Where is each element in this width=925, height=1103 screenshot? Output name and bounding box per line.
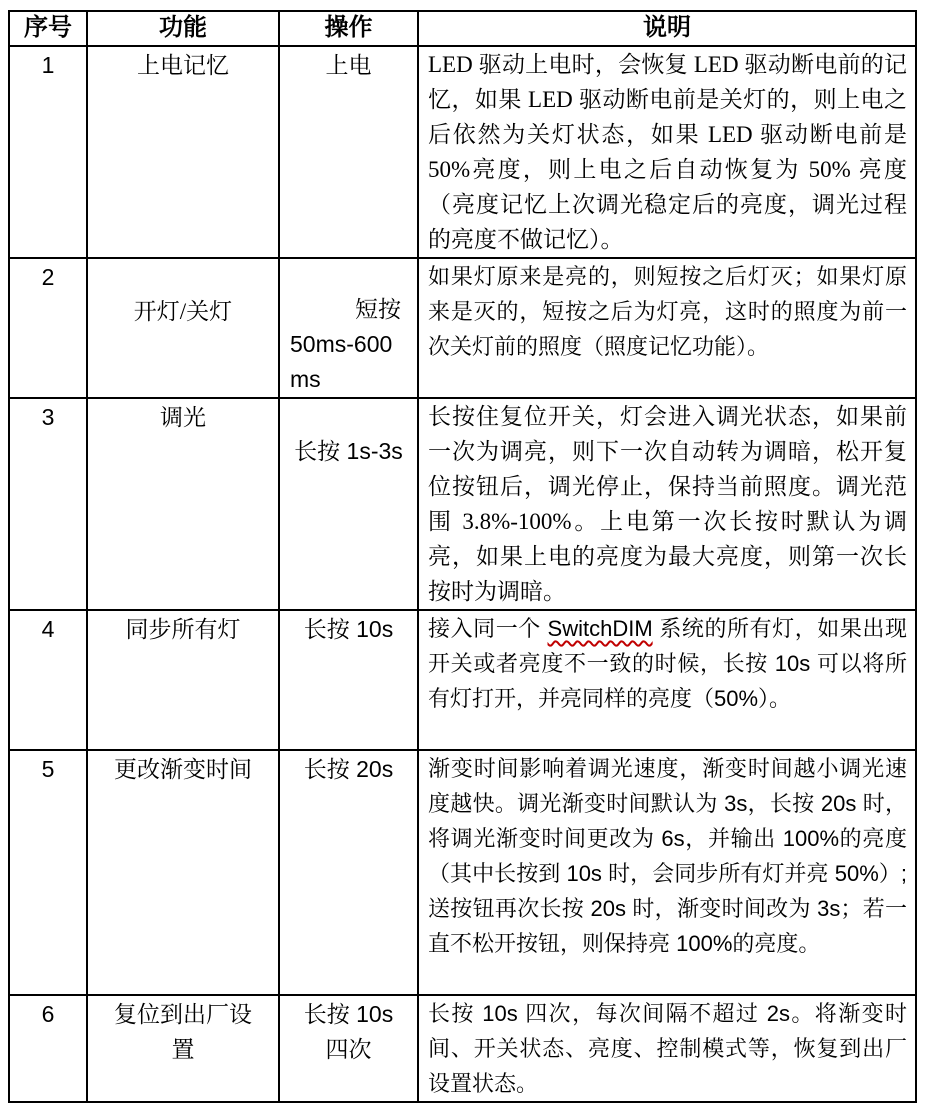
- table-row: [9, 46, 916, 258]
- description-text: 如果灯原来是亮的，则短按之后灯灭；如果灯原来是灭的，短按之后为灯亮，这时的照度为前一次关灯前的照度（照度记忆功能）。: [428, 264, 907, 359]
- column-header-operation: 操作: [279, 11, 418, 46]
- description-text: 系统的所有灯，如果出现开关或者亮度不一致的时候，长按 10s 可以将所有灯打开，并亮同样的亮度（50%）。: [428, 616, 907, 711]
- description-text: 长按 10s 四次，每次间隔不超过 2s。将渐变时间、开关状态、亮度、控制模式等，恢复到出厂设置状态。: [428, 1001, 907, 1096]
- description-text: 接入同一个: [428, 616, 548, 641]
- function-line: 同步所有灯: [125, 617, 241, 642]
- operation-cell: [279, 46, 418, 258]
- operation-cell: [279, 258, 418, 398]
- description-text: 渐变时间影响着调光速度，渐变时间越小调光速度越快。调光渐变时间默认为 3s，长按 20s 时，将调光渐变时间更改为 6s，并输出 100%的亮度（其中长按到 10s 时，会同步所有灯并亮 50%）;送按钮再次长按 20s 时，渐变时间改为 3s；若一直不松开按钮，则保持亮 100%的亮度。: [428, 756, 907, 956]
- description-text: 长按住复位开关，灯会进入调光状态，如果前一次为调亮，则下一次自动转为调暗，松开复位按钮后，调光停止，保持当前照度。调光范围 3.8%-100%。上电第一次长按时默认为调亮，如果上电的亮度为最大亮度，则第一次长按时为调暗。: [428, 404, 907, 604]
- column-header-function: 功能: [87, 11, 279, 46]
- function-cell: [87, 398, 279, 610]
- table-body: [9, 46, 916, 1102]
- function-line: 开灯/关灯: [133, 299, 233, 324]
- function-cell: [87, 995, 279, 1102]
- operation-line: 上电: [325, 52, 372, 78]
- function-line: 上电记忆: [137, 53, 229, 78]
- misspelled-word: SwitchDIM: [547, 616, 653, 641]
- seq-cell: 3: [9, 398, 87, 610]
- operation-line: ms: [290, 366, 321, 392]
- operation-line: 50ms-600: [290, 331, 393, 357]
- function-line: 复位到出厂设: [114, 1002, 252, 1027]
- function-line: 更改渐变时间: [114, 757, 252, 782]
- description-cell: [418, 398, 916, 610]
- seq-cell: 5: [9, 750, 87, 995]
- table-row: [9, 398, 916, 610]
- description-cell: [418, 610, 916, 750]
- operation-line: 长按 10s: [303, 1001, 394, 1027]
- seq-cell: 4: [9, 610, 87, 750]
- table-header: [9, 11, 916, 46]
- function-cell: [87, 610, 279, 750]
- description-cell: [418, 995, 916, 1102]
- column-header-description: 说明: [418, 11, 916, 46]
- operation-line: 长按 20s: [303, 756, 394, 782]
- table-row: [9, 750, 916, 995]
- operation-cell: [279, 995, 418, 1102]
- description-cell: [418, 46, 916, 258]
- operation-cell: [279, 610, 418, 750]
- description-cell: [418, 750, 916, 995]
- table-row: [9, 610, 916, 750]
- operation-line: 四次: [325, 1036, 372, 1062]
- table-row: [9, 995, 916, 1102]
- seq-cell: 2: [9, 258, 87, 398]
- operation-line: 长按 1s-3s: [294, 438, 403, 464]
- operation-line: 长按 10s: [303, 616, 394, 642]
- column-header-seq: 序号: [9, 11, 87, 46]
- header-row: [9, 11, 916, 46]
- function-cell: [87, 258, 279, 398]
- function-table: [8, 10, 917, 1103]
- seq-cell: 1: [9, 46, 87, 258]
- function-line: 置: [171, 1037, 195, 1062]
- description-cell: [418, 258, 916, 398]
- description-text: LED 驱动上电时，会恢复 LED 驱动断电前的记忆，如果 LED 驱动断电前是关灯的，则上电之后依然为关灯状态，如果 LED 驱动断电前是 50%亮度，则上电之后自动恢复为 50% 亮度（亮度记忆上次调光稳定后的亮度，调光过程的亮度不做记忆）。: [428, 52, 907, 252]
- function-line: 调光: [160, 405, 206, 430]
- function-cell: [87, 46, 279, 258]
- operation-line: 短按: [355, 296, 401, 322]
- function-cell: [87, 750, 279, 995]
- table-row: [9, 258, 916, 398]
- operation-cell: [279, 398, 418, 610]
- seq-cell: 6: [9, 995, 87, 1102]
- operation-cell: [279, 750, 418, 995]
